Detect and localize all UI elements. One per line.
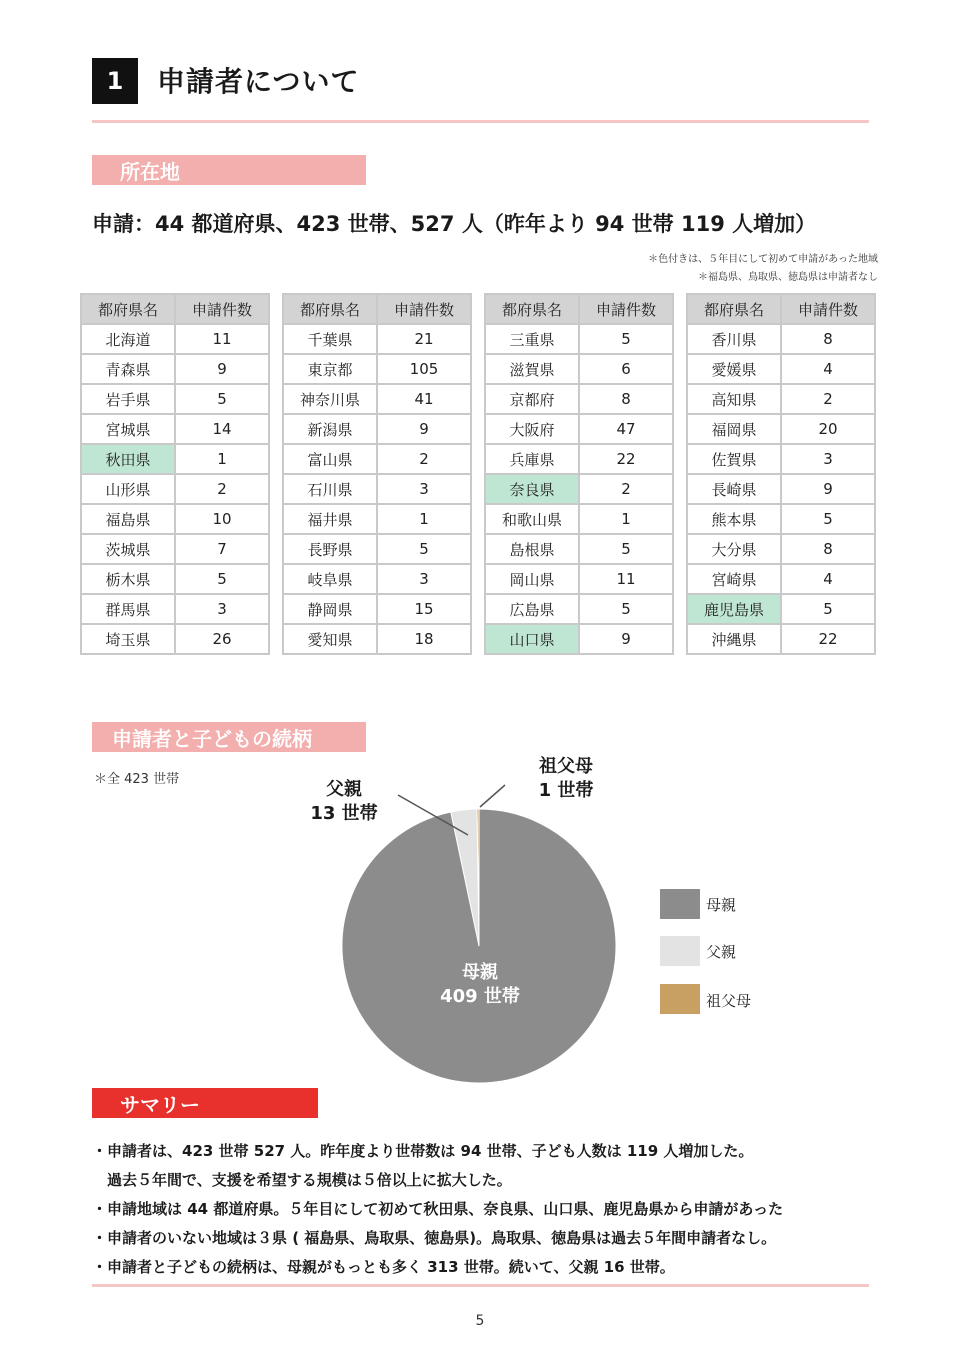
application-count: 14 (175, 414, 269, 444)
table-row (687, 534, 875, 564)
application-count: 7 (175, 534, 269, 564)
table-row (283, 564, 471, 594)
application-count: 8 (781, 534, 875, 564)
pie-label-grand (520, 755, 612, 803)
application-count: 3 (377, 474, 471, 504)
application-count: 2 (175, 474, 269, 504)
legend-label-father: 父親 (706, 943, 737, 961)
prefecture-name: 千葉県 (283, 324, 377, 354)
application-count: 3 (175, 594, 269, 624)
table-row (81, 504, 269, 534)
application-count: 5 (579, 594, 673, 624)
table-row (81, 324, 269, 354)
table-row (283, 594, 471, 624)
legend-swatch-grand (660, 984, 700, 1014)
application-count: 1 (579, 504, 673, 534)
table-row (81, 414, 269, 444)
table-row (81, 444, 269, 474)
application-count: 26 (175, 624, 269, 654)
prefecture-name: 北海道 (81, 324, 175, 354)
prefecture-name: 和歌山県 (485, 504, 579, 534)
prefecture-name: 山口県 (485, 624, 579, 654)
prefecture-name: 埼玉県 (81, 624, 175, 654)
application-count: 10 (175, 504, 269, 534)
prefecture-name: 宮崎県 (687, 564, 781, 594)
table-row (485, 384, 673, 414)
location-note-none: ＊福島県、鳥取県、徳島県は申請者なし (698, 272, 878, 283)
prefecture-name: 大分県 (687, 534, 781, 564)
table-row (283, 504, 471, 534)
section-number: 1 (92, 58, 138, 104)
table-header-row (81, 294, 269, 324)
application-count: 5 (175, 564, 269, 594)
prefecture-name: 香川県 (687, 324, 781, 354)
table-row (283, 384, 471, 414)
pie-label-mother (425, 961, 535, 1009)
pie-label-father-name: 父親 (326, 779, 362, 800)
prefecture-name: 岐阜県 (283, 564, 377, 594)
heading-divider (92, 120, 869, 123)
relation-band: 申請者と子どもの続柄 (92, 722, 366, 752)
application-count: 9 (377, 414, 471, 444)
table-row (485, 444, 673, 474)
page-number: 5 (475, 1313, 485, 1329)
application-count: 3 (377, 564, 471, 594)
prefecture-name: 栃木県 (81, 564, 175, 594)
relation-total-note: ＊全 423 世帯 (94, 772, 180, 787)
column-header-count: 申請件数 (579, 294, 673, 324)
application-count: 5 (781, 504, 875, 534)
prefecture-name: 岡山県 (485, 564, 579, 594)
prefecture-name: 秋田県 (81, 444, 175, 474)
prefecture-name: 熊本県 (687, 504, 781, 534)
table-header-row (283, 294, 471, 324)
application-count: 22 (579, 444, 673, 474)
pie-label-father (300, 778, 388, 826)
prefecture-name: 佐賀県 (687, 444, 781, 474)
application-count: 11 (175, 324, 269, 354)
table-row (687, 504, 875, 534)
column-header-count: 申請件数 (377, 294, 471, 324)
table-row (81, 594, 269, 624)
legend-swatch-father (660, 936, 700, 966)
table-row (687, 474, 875, 504)
prefecture-name: 福岡県 (687, 414, 781, 444)
table-row (81, 384, 269, 414)
summary-line-5: ・申請者と子どもの続柄は、母親がもっとも多く 313 世帯。続いて、父親 16 世帯。 (92, 1258, 675, 1276)
application-count: 5 (175, 384, 269, 414)
prefecture-table-4 (686, 293, 876, 655)
table-row (485, 624, 673, 654)
application-count: 5 (377, 534, 471, 564)
table-row (283, 474, 471, 504)
location-note-first: ＊色付きは、５年目にして初めて申請があった地域 (648, 254, 878, 265)
table-row (283, 354, 471, 384)
prefecture-table-2 (282, 293, 472, 655)
prefecture-name: 長野県 (283, 534, 377, 564)
grand-leader-line (480, 785, 505, 807)
prefecture-name: 長崎県 (687, 474, 781, 504)
pie-label-grand-count: 1 世帯 (538, 780, 594, 801)
column-header-count: 申請件数 (781, 294, 875, 324)
pie-slice-mother (342, 809, 616, 1083)
application-count: 18 (377, 624, 471, 654)
table-row (485, 594, 673, 624)
application-count: 2 (579, 474, 673, 504)
table-row (283, 624, 471, 654)
application-count: 11 (579, 564, 673, 594)
application-count: 8 (781, 324, 875, 354)
location-band: 所在地 (92, 155, 366, 185)
pie-label-father-count: 13 世帯 (310, 803, 378, 824)
summary-line-2: 過去５年間で、支援を希望する規模は５倍以上に拡大した。 (92, 1171, 512, 1189)
table-row (485, 354, 673, 384)
application-count: 9 (781, 474, 875, 504)
table-header-row (687, 294, 875, 324)
application-count: 20 (781, 414, 875, 444)
table-row (687, 624, 875, 654)
table-row (485, 324, 673, 354)
application-count: 47 (579, 414, 673, 444)
table-row (81, 564, 269, 594)
application-count: 2 (377, 444, 471, 474)
prefecture-name: 群馬県 (81, 594, 175, 624)
pie-label-grand-name: 祖父母 (539, 756, 593, 777)
application-count: 5 (579, 324, 673, 354)
prefecture-name: 三重県 (485, 324, 579, 354)
prefecture-table-3 (484, 293, 674, 655)
summary-line-3: ・申請地域は 44 都道府県。５年目にして初めて秋田県、奈良県、山口県、鹿児島県から申請があった (92, 1200, 784, 1218)
prefecture-name: 鹿児島県 (687, 594, 781, 624)
table-row (687, 594, 875, 624)
prefecture-name: 京都府 (485, 384, 579, 414)
table-row (687, 324, 875, 354)
location-headline: 申請：44 都道府県、423 世帯、527 人（昨年より 94 世帯 119 人増加） (92, 212, 817, 236)
table-row (485, 414, 673, 444)
column-header-prefecture: 都府県名 (81, 294, 175, 324)
prefecture-name: 奈良県 (485, 474, 579, 504)
prefecture-name: 宮城県 (81, 414, 175, 444)
prefecture-name: 兵庫県 (485, 444, 579, 474)
summary-line-1: ・申請者は、423 世帯 527 人。昨年度より世帯数は 94 世帯、子ども人数は 119 人増加した。 (92, 1142, 754, 1160)
table-row (687, 444, 875, 474)
prefecture-name: 高知県 (687, 384, 781, 414)
summary-band: サマリー (92, 1088, 318, 1118)
application-count: 6 (579, 354, 673, 384)
prefecture-table-1 (80, 293, 270, 655)
application-count: 105 (377, 354, 471, 384)
table-row (81, 354, 269, 384)
table-row (283, 444, 471, 474)
table-row (485, 474, 673, 504)
column-header-prefecture: 都府県名 (283, 294, 377, 324)
table-row (485, 534, 673, 564)
table-row (81, 474, 269, 504)
summary-line-4: ・申請者のいない地域は３県 ( 福島県、鳥取県、徳島県)。鳥取県、徳島県は過去５年間申請者なし。 (92, 1229, 777, 1247)
prefecture-name: 福島県 (81, 504, 175, 534)
prefecture-name: 山形県 (81, 474, 175, 504)
application-count: 41 (377, 384, 471, 414)
table-row (687, 384, 875, 414)
prefecture-name: 青森県 (81, 354, 175, 384)
table-row (687, 414, 875, 444)
pie-label-mother-name: 母親 (462, 962, 498, 983)
table-row (687, 564, 875, 594)
application-count: 15 (377, 594, 471, 624)
application-count: 2 (781, 384, 875, 414)
prefecture-name: 石川県 (283, 474, 377, 504)
prefecture-name: 広島県 (485, 594, 579, 624)
prefecture-name: 茨城県 (81, 534, 175, 564)
column-header-prefecture: 都府県名 (485, 294, 579, 324)
application-count: 21 (377, 324, 471, 354)
section-title: 申請者について (157, 65, 360, 98)
table-row (81, 534, 269, 564)
prefecture-name: 島根県 (485, 534, 579, 564)
application-count: 9 (579, 624, 673, 654)
table-row (283, 534, 471, 564)
prefecture-name: 愛知県 (283, 624, 377, 654)
prefecture-name: 愛媛県 (687, 354, 781, 384)
prefecture-name: 沖縄県 (687, 624, 781, 654)
table-row (485, 504, 673, 534)
application-count: 5 (579, 534, 673, 564)
table-header-row (485, 294, 673, 324)
application-count: 5 (781, 594, 875, 624)
prefecture-name: 新潟県 (283, 414, 377, 444)
application-count: 3 (781, 444, 875, 474)
prefecture-name: 富山県 (283, 444, 377, 474)
prefecture-name: 東京都 (283, 354, 377, 384)
prefecture-name: 滋賀県 (485, 354, 579, 384)
prefecture-name: 岩手県 (81, 384, 175, 414)
pie-label-mother-count: 409 世帯 (440, 986, 520, 1007)
prefecture-name: 福井県 (283, 504, 377, 534)
table-row (485, 564, 673, 594)
table-row (283, 414, 471, 444)
table-row (283, 324, 471, 354)
application-count: 4 (781, 564, 875, 594)
prefecture-name: 静岡県 (283, 594, 377, 624)
prefecture-name: 大阪府 (485, 414, 579, 444)
legend-label-mother: 母親 (706, 896, 737, 914)
table-row (687, 354, 875, 384)
application-count: 9 (175, 354, 269, 384)
column-header-count: 申請件数 (175, 294, 269, 324)
application-count: 22 (781, 624, 875, 654)
application-count: 4 (781, 354, 875, 384)
table-row (81, 624, 269, 654)
application-count: 1 (175, 444, 269, 474)
legend-swatch-mother (660, 889, 700, 919)
application-count: 1 (377, 504, 471, 534)
column-header-prefecture: 都府県名 (687, 294, 781, 324)
legend-label-grand: 祖父母 (706, 992, 752, 1010)
footer-divider (92, 1284, 869, 1287)
prefecture-name: 神奈川県 (283, 384, 377, 414)
application-count: 8 (579, 384, 673, 414)
